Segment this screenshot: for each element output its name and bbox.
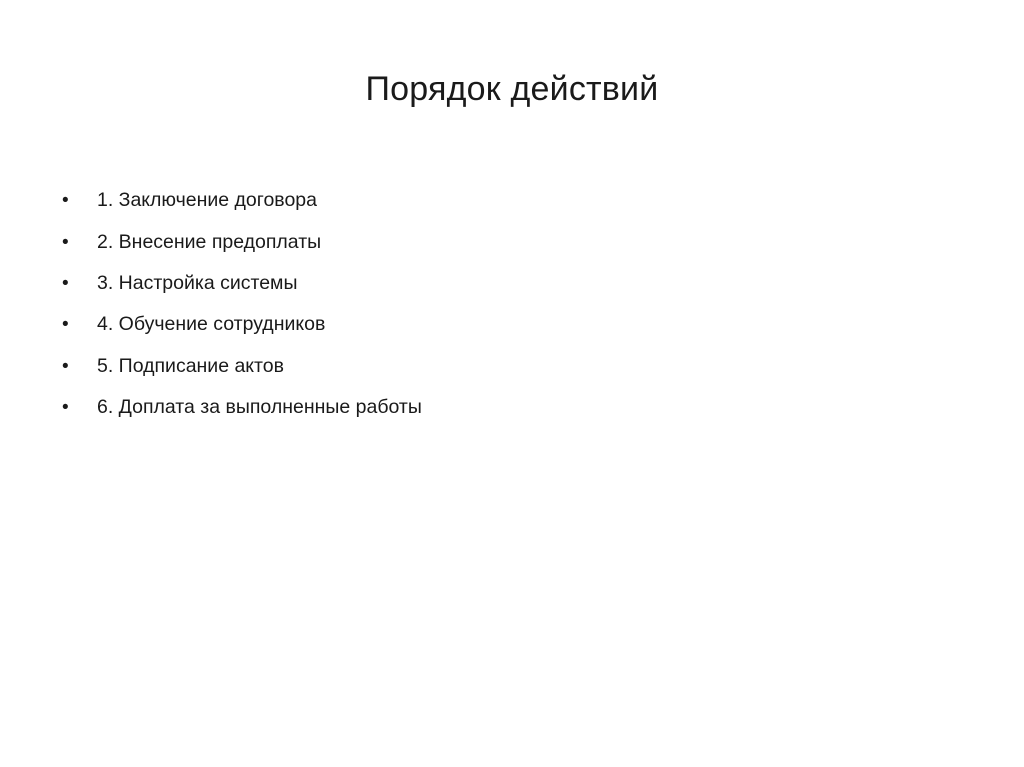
bullet-icon: •	[62, 314, 69, 336]
list-item	[62, 304, 422, 345]
list-item-label: 2. Внесение предоплаты	[97, 230, 322, 253]
bullet-list	[62, 180, 422, 428]
slide-title: Порядок действий	[365, 70, 659, 108]
list-item	[62, 221, 422, 262]
list-item-label: 6. Доплата за выполненные работы	[97, 396, 422, 419]
list-item-label: 5. Подписание актов	[97, 354, 284, 377]
list-item	[62, 180, 422, 221]
bullet-icon: •	[62, 397, 69, 419]
list-item	[62, 263, 422, 304]
bullet-icon: •	[62, 355, 69, 377]
bullet-icon: •	[62, 272, 69, 294]
list-item-label: 3. Настройка системы	[97, 271, 298, 294]
bullet-icon: •	[62, 190, 69, 212]
list-item-label: 4. Обучение сотрудников	[97, 313, 326, 336]
list-item	[62, 346, 422, 387]
list-item	[62, 387, 422, 428]
list-item-label: 1. Заключение договора	[97, 189, 317, 212]
bullet-icon: •	[62, 231, 69, 253]
